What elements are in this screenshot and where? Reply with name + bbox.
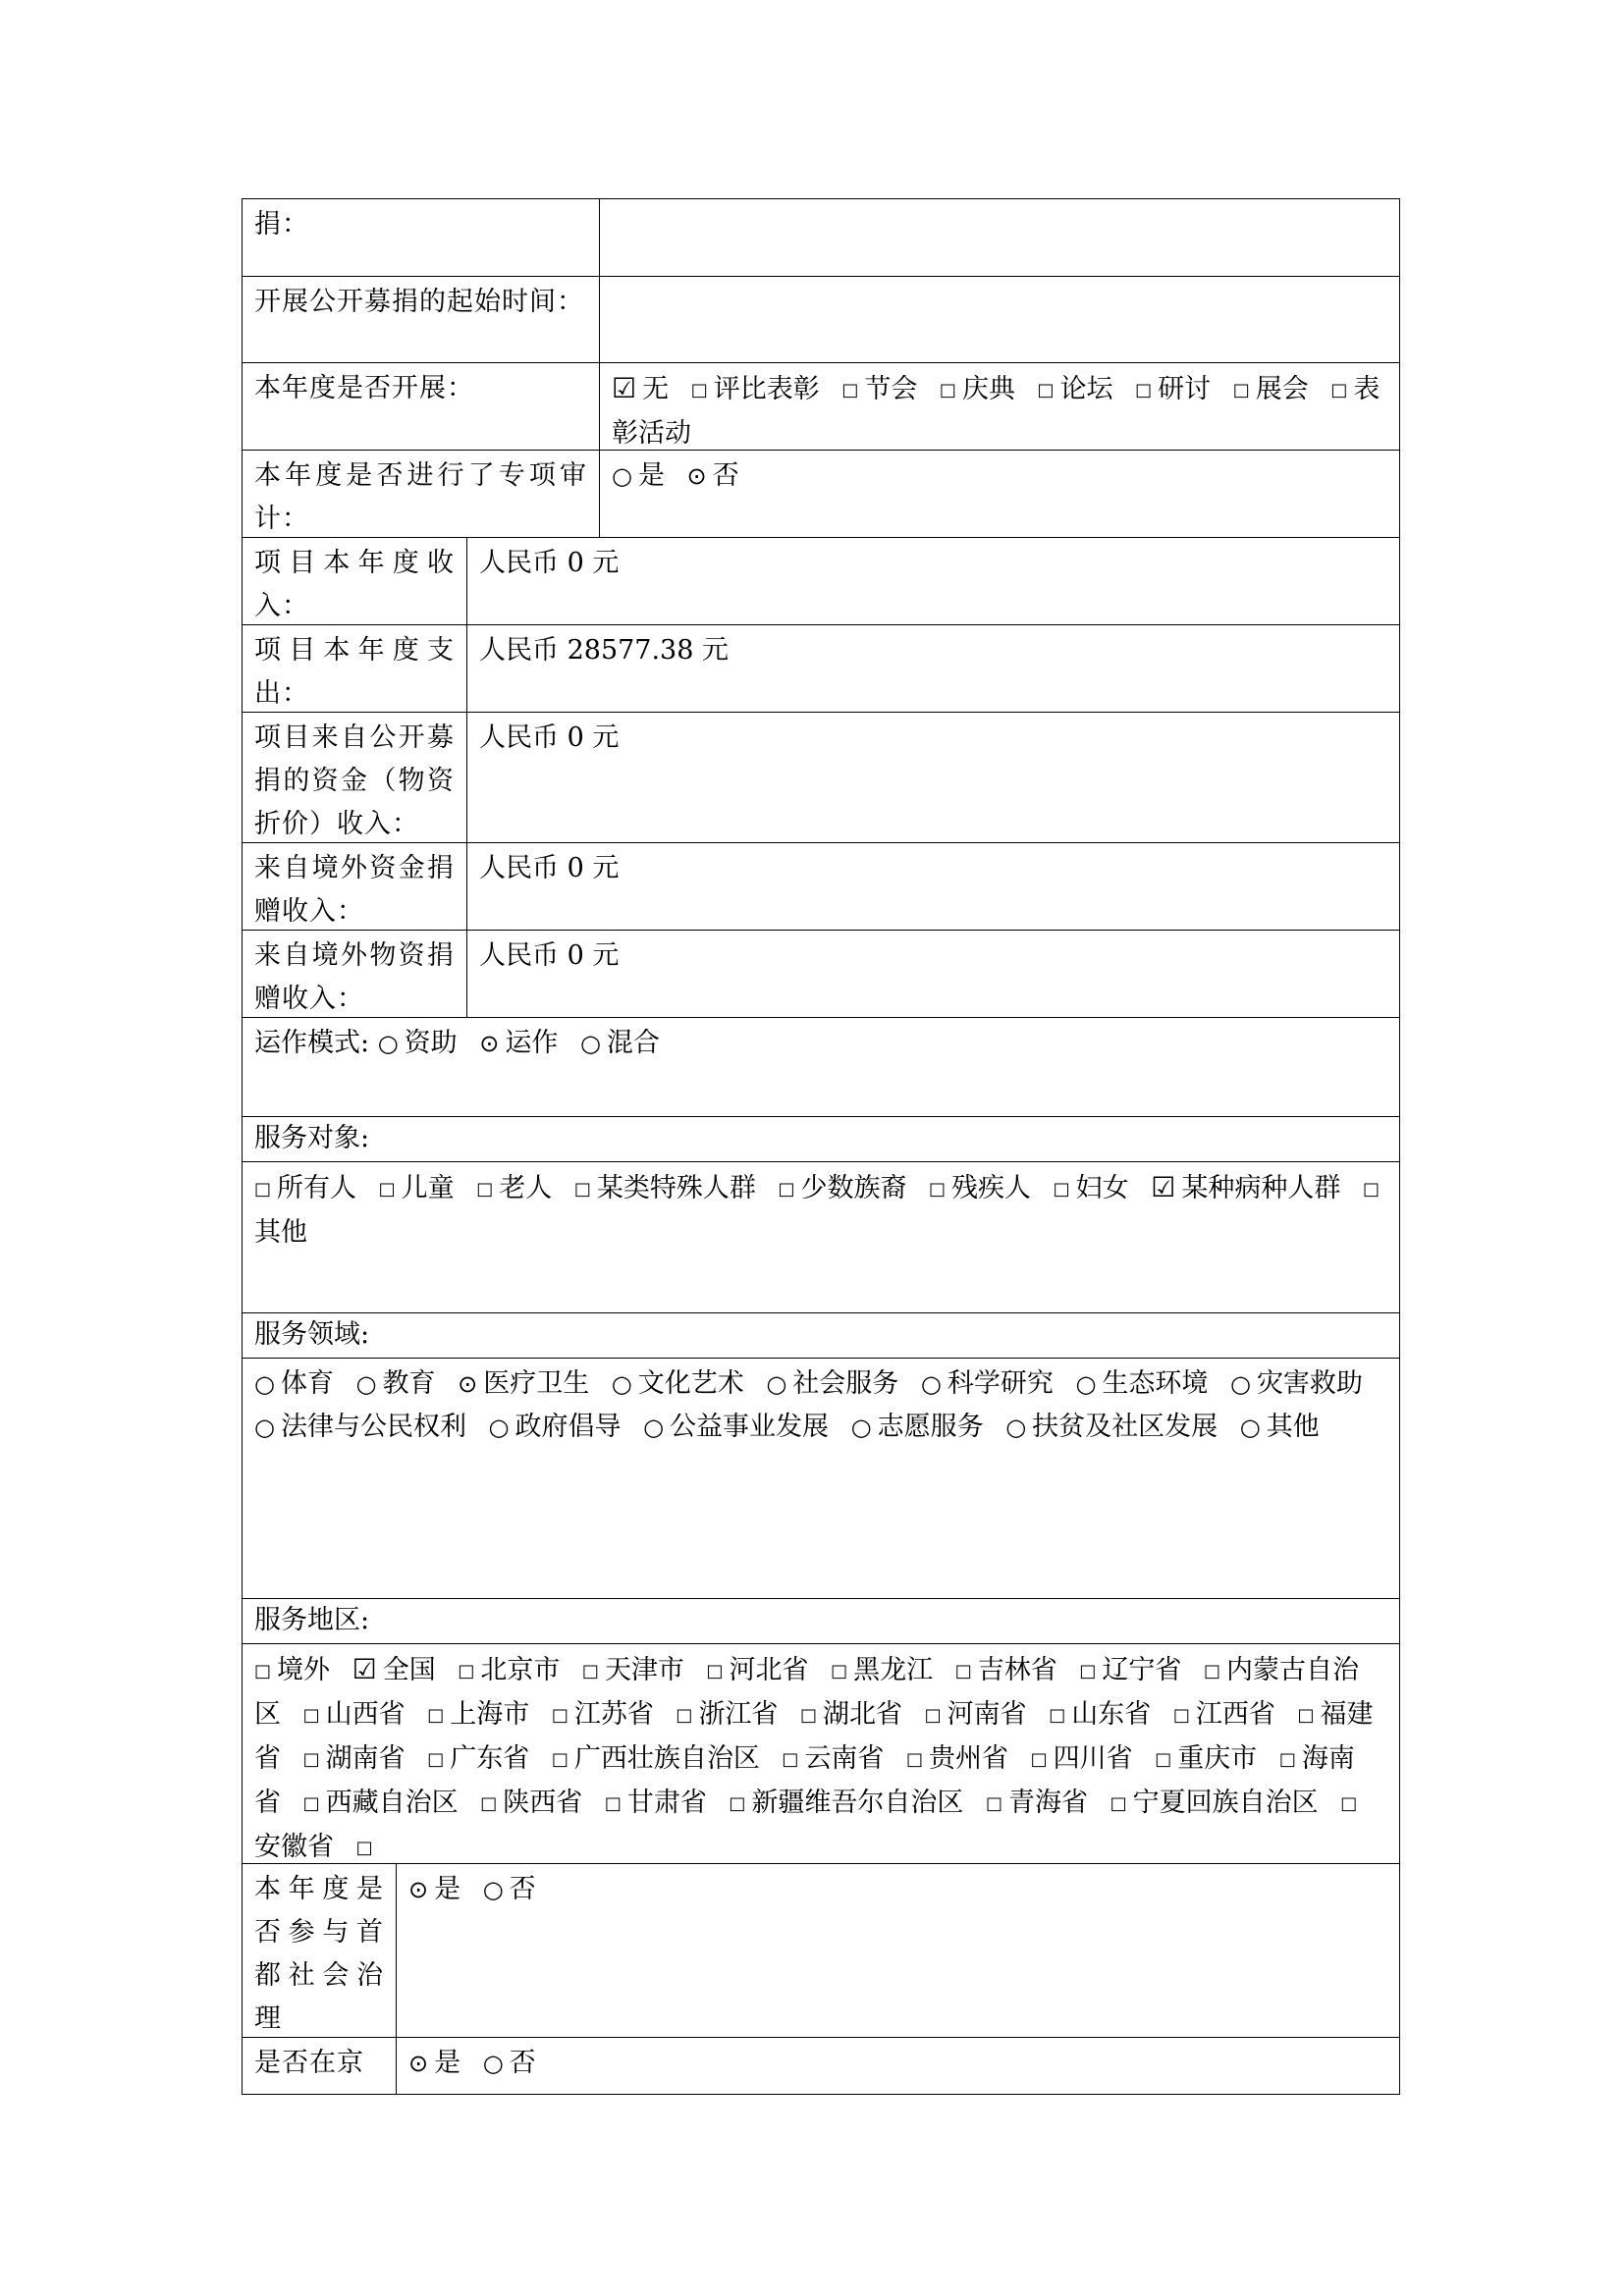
row-foreign-fund-income (242, 843, 1400, 931)
radio-empty-icon: ○ (254, 1414, 275, 1441)
radio-selected-icon: ⊙ (458, 1370, 478, 1398)
checkbox-icon: □ (1330, 380, 1348, 400)
option-region[interactable]: □ 海南省 (254, 1743, 1355, 1818)
project-form-table (242, 198, 1400, 2095)
row-annual-income (242, 538, 1400, 625)
radio-field-social-service[interactable]: ○ 社会服务 (766, 1368, 898, 1399)
option-region[interactable]: □安徽省 (254, 1788, 1363, 1862)
option-region[interactable]: □ 辽宁省 (1079, 1655, 1181, 1685)
radio-mode-grant[interactable]: ○ 资助 (378, 1028, 458, 1058)
option-everyone[interactable]: □ 所有人 (254, 1173, 356, 1203)
row-annual-expense (242, 625, 1400, 713)
label-capital-governance: 本年度是否参与首都社会治理 (243, 1864, 397, 2037)
option-region[interactable]: □ 山西省 (303, 1699, 406, 1730)
option-region[interactable]: □ 江苏省 (552, 1699, 654, 1730)
checkbox-icon: □ (1278, 1749, 1296, 1770)
option-region[interactable]: □ 上海市 (427, 1699, 529, 1730)
value-foreign-fund-income: 人民币 0 元 (479, 853, 620, 883)
checkbox-icon: □ (831, 1661, 848, 1682)
checkbox-icon: □ (378, 1179, 396, 1200)
radio-field-health[interactable]: ⊙ 医疗卫生 (458, 1368, 589, 1399)
checkbox-icon: □ (1079, 1661, 1097, 1682)
options-service-field (243, 1359, 1399, 1598)
option-region[interactable]: □ 广西壮族自治区 (552, 1743, 760, 1774)
checkbox-icon: □ (1232, 380, 1250, 400)
row-in-beijing (242, 2038, 1400, 2095)
checkbox-icon: □ (841, 380, 859, 400)
radio-empty-icon: ○ (850, 1414, 872, 1441)
radio-field-law[interactable]: ○ 法律与公民权利 (254, 1412, 466, 1442)
checkbox-icon: □ (706, 1661, 724, 1682)
label-activities: 本年度是否开展： (243, 363, 600, 450)
radio-selected-icon: ⊙ (686, 462, 707, 490)
checkbox-icon: □ (924, 1705, 942, 1726)
checkbox-icon: □ (729, 1793, 746, 1814)
radio-field-research[interactable]: ○ 科学研究 (921, 1368, 1054, 1399)
checkbox-icon: □ (1362, 1179, 1380, 1200)
checkbox-icon: □ (1135, 380, 1153, 400)
option-region[interactable]: □ 甘肃省 (605, 1788, 707, 1818)
option-region[interactable]: □ 新疆维吾尔自治区 (729, 1788, 963, 1818)
radio-field-culture[interactable]: ○ 文化艺术 (612, 1368, 744, 1399)
option-award[interactable]: □ 评比表彰 (691, 374, 820, 404)
radio-beijing-no[interactable]: ○ 否 (483, 2048, 536, 2078)
checkbox-icon: □ (1053, 1179, 1070, 1200)
options-activities (600, 363, 1399, 450)
checkbox-icon: □ (302, 1705, 320, 1726)
option-region[interactable] (356, 1832, 379, 1862)
radio-empty-icon: ○ (377, 1030, 399, 1057)
checkbox-icon: □ (929, 1179, 947, 1200)
radio-field-ecology[interactable]: ○ 生态环境 (1075, 1368, 1208, 1399)
radio-empty-icon: ○ (1005, 1414, 1027, 1441)
checkbox-icon: □ (355, 1838, 373, 1858)
checkbox-icon: □ (778, 1179, 795, 1200)
radio-selected-icon: ⊙ (479, 1030, 500, 1057)
option-region[interactable]: □ 西藏自治区 (303, 1788, 459, 1818)
row-special-audit (242, 451, 1400, 538)
checkbox-icon: □ (604, 1793, 622, 1814)
radio-empty-icon: ○ (611, 1370, 632, 1398)
radio-governance-no[interactable]: ○ 否 (483, 1874, 536, 1904)
label-fundraising-start: 开展公开募捐的起始时间： (243, 277, 600, 362)
radio-governance-yes[interactable]: ⊙ 是 (408, 1874, 460, 1904)
value-annual-income: 人民币 0 元 (479, 548, 620, 578)
option-region[interactable]: □ 吉林省 (955, 1655, 1057, 1685)
option-celebration[interactable]: □ 庆典 (940, 374, 1015, 404)
checkbox-icon: □ (986, 1793, 1003, 1814)
option-festival[interactable]: □ 节会 (841, 374, 917, 404)
row-foreign-goods-income (242, 931, 1400, 1018)
radio-selected-icon: ⊙ (408, 1876, 429, 1903)
option-commendation[interactable]: □ 表彰活动 (612, 374, 1380, 449)
checkbox-icon: □ (427, 1749, 445, 1770)
option-none[interactable]: ☑ 无 (612, 374, 669, 404)
label-service-region: 服务地区: (254, 1605, 370, 1635)
option-region[interactable]: □ 河南省 (925, 1699, 1027, 1730)
option-region[interactable]: □ 浙江省 (676, 1699, 778, 1730)
options-service-region (243, 1644, 1399, 1863)
checkbox-icon: □ (1297, 1705, 1315, 1726)
radio-field-other[interactable]: ○ 其他 (1240, 1412, 1320, 1442)
value-foreign-goods-income: 人民币 0 元 (479, 940, 620, 971)
row-service-field-header (242, 1313, 1400, 1359)
label-annual-expense: 项目本年度支出： (243, 625, 467, 712)
checkbox-icon: □ (939, 380, 956, 400)
option-children[interactable]: □ 儿童 (379, 1173, 455, 1203)
checked-box-icon: ☑ (612, 372, 637, 404)
option-region[interactable]: □ 河北省 (707, 1655, 809, 1685)
checkbox-icon: □ (800, 1705, 818, 1726)
radio-mode-mixed[interactable]: ○ 混合 (580, 1028, 660, 1058)
checkbox-icon: □ (1340, 1793, 1358, 1814)
radio-empty-icon: ○ (579, 1030, 601, 1057)
checkbox-icon: □ (480, 1793, 498, 1814)
value-annual-expense: 人民币 28577.38 元 (479, 635, 729, 666)
radio-empty-icon: ○ (482, 1876, 504, 1903)
checkbox-icon: □ (1155, 1749, 1172, 1770)
checkbox-icon: □ (427, 1705, 445, 1726)
option-region[interactable]: □ 宁夏回族自治区 (1110, 1788, 1319, 1818)
row-fundraising-tail (242, 198, 1400, 277)
checkbox-icon: □ (458, 1661, 475, 1682)
row-fundraising-start (242, 277, 1400, 363)
radio-field-poverty[interactable]: ○ 扶贫及社区发展 (1005, 1412, 1218, 1442)
checkbox-icon: □ (254, 1179, 272, 1200)
option-special-group[interactable]: □ 某类特殊人群 (574, 1173, 756, 1203)
row-activities (242, 363, 1400, 451)
checked-box-icon: ☑ (1151, 1171, 1176, 1203)
label-service-field: 服务领域: (254, 1319, 370, 1350)
value-public-fund-income: 人民币 0 元 (479, 722, 620, 753)
option-region[interactable]: □ 江西省 (1173, 1699, 1275, 1730)
radio-mode-operate[interactable]: ⊙ 运作 (479, 1028, 558, 1058)
radio-empty-icon: ○ (766, 1370, 787, 1398)
option-region[interactable]: □ 内蒙古自治区 (254, 1655, 1359, 1730)
row-public-fund-income (242, 713, 1400, 843)
option-disease-group[interactable]: ☑ 某种病种人群 (1151, 1173, 1340, 1203)
option-region[interactable]: □ 黑龙江 (831, 1655, 933, 1685)
checkbox-icon: □ (254, 1661, 272, 1682)
radio-empty-icon: ○ (1229, 1370, 1251, 1398)
radio-empty-icon: ○ (612, 462, 632, 490)
option-region[interactable]: □ 广东省 (427, 1743, 529, 1774)
options-special-audit (600, 451, 1399, 537)
radio-field-education[interactable]: ○ 教育 (356, 1368, 436, 1399)
row-operation-mode (242, 1018, 1400, 1117)
radio-selected-icon: ⊙ (408, 2050, 429, 2077)
options-capital-governance (397, 1864, 1399, 2037)
radio-audit-yes[interactable]: ○ 是 (612, 460, 665, 491)
radio-empty-icon: ○ (355, 1370, 377, 1398)
label-operation-mode: 运作模式: (254, 1028, 370, 1058)
option-seminar[interactable]: □ 研讨 (1135, 374, 1211, 404)
option-region[interactable]: □ 四川省 (1031, 1743, 1133, 1774)
row-service-field-options (242, 1359, 1400, 1599)
radio-empty-icon: ○ (482, 2050, 504, 2077)
option-women[interactable]: □ 妇女 (1054, 1173, 1129, 1203)
radio-empty-icon: ○ (643, 1414, 665, 1441)
radio-beijing-yes[interactable]: ⊙ 是 (408, 2048, 460, 2078)
option-region[interactable]: □ 湖南省 (303, 1743, 406, 1774)
label-in-beijing: 是否在京 (243, 2038, 397, 2094)
radio-empty-icon: ○ (254, 1370, 275, 1398)
option-region[interactable]: □ 北京市 (458, 1655, 560, 1685)
option-minorities[interactable]: □ 少数族裔 (778, 1173, 906, 1203)
radio-empty-icon: ○ (1075, 1370, 1097, 1398)
label-service-target: 服务对象: (254, 1123, 370, 1153)
option-disabled[interactable]: □ 残疾人 (929, 1173, 1031, 1203)
checkbox-icon: □ (782, 1749, 799, 1770)
checkbox-icon: □ (1172, 1705, 1190, 1726)
option-region[interactable]: □ 福建省 (254, 1699, 1373, 1774)
option-forum[interactable]: □ 论坛 (1038, 374, 1113, 404)
radio-empty-icon: ○ (1239, 1414, 1261, 1441)
radio-empty-icon: ○ (920, 1370, 942, 1398)
options-service-target (243, 1162, 1399, 1312)
checkbox-icon: □ (1203, 1661, 1220, 1682)
option-region[interactable]: □ 重庆市 (1155, 1743, 1257, 1774)
checkbox-icon: □ (551, 1705, 568, 1726)
label-foreign-fund-income: 来自境外资金捐赠收入： (243, 843, 467, 930)
option-region[interactable]: □ 云南省 (782, 1743, 884, 1774)
row-service-region-options (242, 1644, 1400, 1864)
option-region[interactable]: □ 天津市 (582, 1655, 684, 1685)
checkbox-icon: □ (1110, 1793, 1127, 1814)
checkbox-icon: □ (1049, 1705, 1066, 1726)
option-region[interactable]: □ 贵州省 (906, 1743, 1008, 1774)
label-public-fund-income: 项目来自公开募捐的资金（物资折价）收入： (243, 713, 467, 842)
checkbox-icon: □ (690, 380, 708, 400)
checkbox-icon: □ (581, 1661, 599, 1682)
option-target-other[interactable]: □其他 (254, 1173, 1385, 1248)
option-elderly[interactable]: □ 老人 (476, 1173, 552, 1203)
label-special-audit: 本年度是否进行了专项审计： (243, 451, 600, 537)
radio-field-volunteer[interactable]: ○ 志愿服务 (851, 1412, 984, 1442)
option-region[interactable]: □ 青海省 (986, 1788, 1088, 1818)
option-region[interactable]: ☑ 全国 (352, 1655, 436, 1685)
checkbox-icon: □ (302, 1749, 320, 1770)
checkbox-icon: □ (1037, 380, 1055, 400)
checkbox-icon: □ (476, 1179, 494, 1200)
row-service-target-options (242, 1162, 1400, 1313)
options-in-beijing (397, 2038, 1399, 2094)
radio-field-sports[interactable]: ○ 体育 (254, 1368, 334, 1399)
radio-audit-no[interactable]: ⊙ 否 (687, 460, 739, 491)
checkbox-icon: □ (954, 1661, 972, 1682)
row-service-target-header (242, 1117, 1400, 1162)
value-fundraising-start (600, 277, 1399, 362)
option-exhibition[interactable]: □ 展会 (1233, 374, 1309, 404)
radio-field-disaster[interactable]: ○ 灾害救助 (1230, 1368, 1363, 1399)
checkbox-icon: □ (551, 1749, 568, 1770)
checkbox-icon: □ (573, 1179, 591, 1200)
checkbox-icon: □ (302, 1793, 320, 1814)
option-region[interactable]: □ 山东省 (1049, 1699, 1151, 1730)
row-service-region-header (242, 1599, 1400, 1644)
option-region[interactable]: □ 湖北省 (800, 1699, 902, 1730)
radio-empty-icon: ○ (488, 1414, 510, 1441)
radio-field-advocacy[interactable]: ○ 政府倡导 (489, 1412, 622, 1442)
label-foreign-goods-income: 来自境外物资捐赠收入： (243, 931, 467, 1017)
radio-field-philanthropy[interactable]: ○ 公益事业发展 (643, 1412, 829, 1442)
option-region[interactable]: □ 境外 (254, 1655, 330, 1685)
label-annual-income: 项目本年度收入： (243, 538, 467, 624)
checkbox-icon: □ (676, 1705, 693, 1726)
value-fundraising-tail (600, 199, 1399, 276)
row-capital-governance (242, 1864, 1400, 2038)
operation-mode (243, 1018, 1399, 1116)
option-region[interactable]: □ 陕西省 (480, 1788, 582, 1818)
checkbox-icon: □ (906, 1749, 924, 1770)
checkbox-icon: □ (1030, 1749, 1048, 1770)
label-fundraising-tail: 捐： (243, 199, 600, 276)
checked-box-icon: ☑ (352, 1653, 377, 1685)
